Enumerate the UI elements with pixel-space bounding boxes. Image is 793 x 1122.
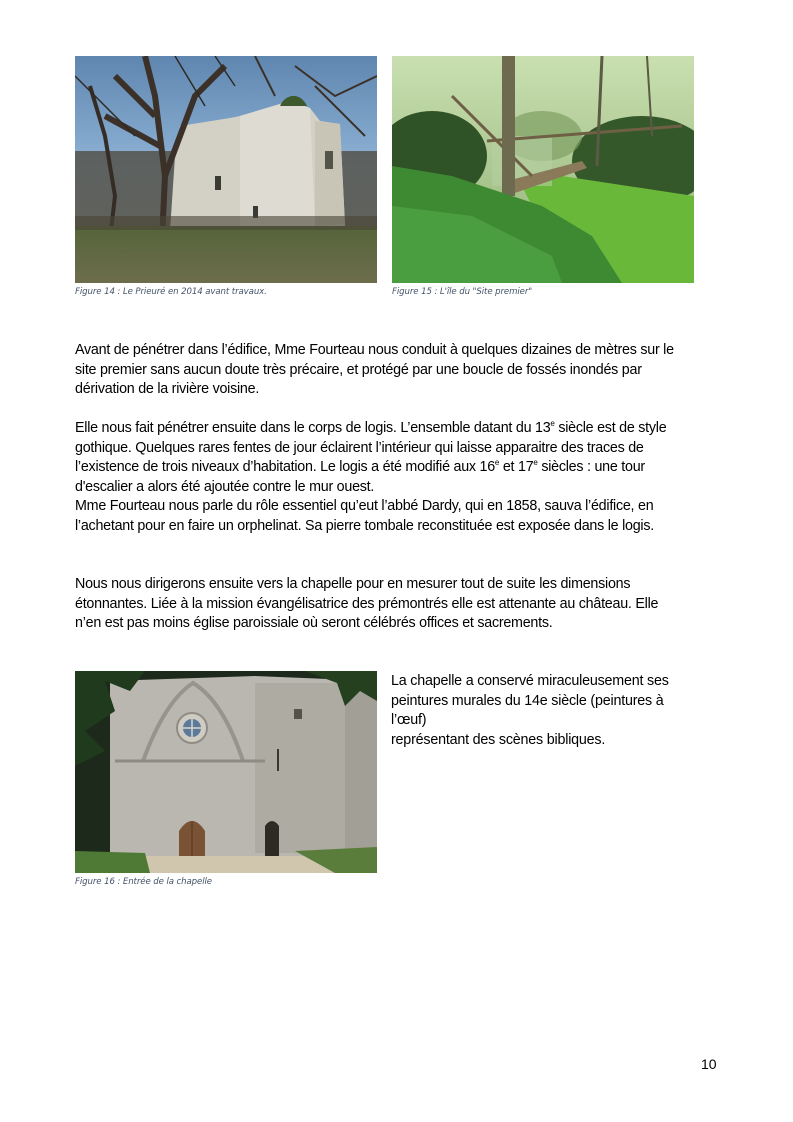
text-line: d'escalier a alors été ajoutée contre le mur ouest.: [75, 478, 375, 495]
text-line: Elle nous fait pénétrer ensuite dans le corps de logis. L’ensemble datant du 13e siècle est de style: [75, 419, 667, 436]
figure-14-caption: Figure 14 : Le Prieuré en 2014 avant travaux.: [75, 287, 267, 297]
moat-image: [392, 56, 694, 283]
text-line: site premier sans aucun doute très précaire, et protégé par une boucle de fossés inondés par: [75, 361, 642, 378]
figure-14-photo: [75, 56, 377, 283]
text-line: représentant des scènes bibliques.: [391, 731, 606, 748]
text-line: n’en est pas moins église paroissiale où seront célébrés offices et sacrements.: [75, 615, 553, 631]
text-line: Avant de pénétrer dans l’édifice, Mme Fourteau nous conduit à quelques dizaines de mètres sur le: [75, 342, 674, 358]
chapel-image: [75, 671, 377, 873]
figure-16-caption: Figure 16 : Entrée de la chapelle: [75, 877, 212, 887]
text-line: peintures murales du 14e siècle (peintures à: [391, 692, 664, 709]
text-line: gothique. Quelques rares fentes de jour éclairent l’intérieur qui laisse apparaitre des traces de: [75, 439, 644, 456]
figure-15-caption: Figure 15 : L'île du "Site premier": [392, 287, 533, 297]
paragraph-corps-de-logis: [75, 419, 735, 536]
text-line: La chapelle a conservé miraculeusement ses: [391, 673, 669, 689]
figure-16-photo: [75, 671, 377, 873]
priory-image: [75, 56, 377, 283]
page-number: 10: [701, 1056, 717, 1072]
text-line: Nous nous dirigerons ensuite vers la chapelle pour en mesurer tout de suite les dimensions: [75, 576, 631, 592]
paragraph-site-premier: [75, 341, 735, 400]
text-line: Mme Fourteau nous parle du rôle essentiel qu’eut l’abbé Dardy, qui en 1858, sauva l’édifice, en: [75, 498, 654, 514]
paragraph-chapelle: [75, 575, 735, 634]
text-line: l’existence de trois niveaux d’habitation. Le logis a été modifié aux 16e et 17e siècles : une tour: [75, 458, 645, 475]
text-line: l’achetant pour en faire un orphelinat. Sa pierre tombale reconstituée est exposée dans le logis.: [75, 517, 654, 534]
text-line: étonnantes. Liée à la mission évangélisatrice des prémontrés elle est attenante au château. Elle: [75, 595, 659, 612]
chapel-side-text: [391, 672, 721, 750]
text-line: dérivation de la rivière voisine.: [75, 381, 260, 397]
figure-15-photo: [392, 56, 694, 283]
text-line: l’œuf): [391, 712, 427, 728]
